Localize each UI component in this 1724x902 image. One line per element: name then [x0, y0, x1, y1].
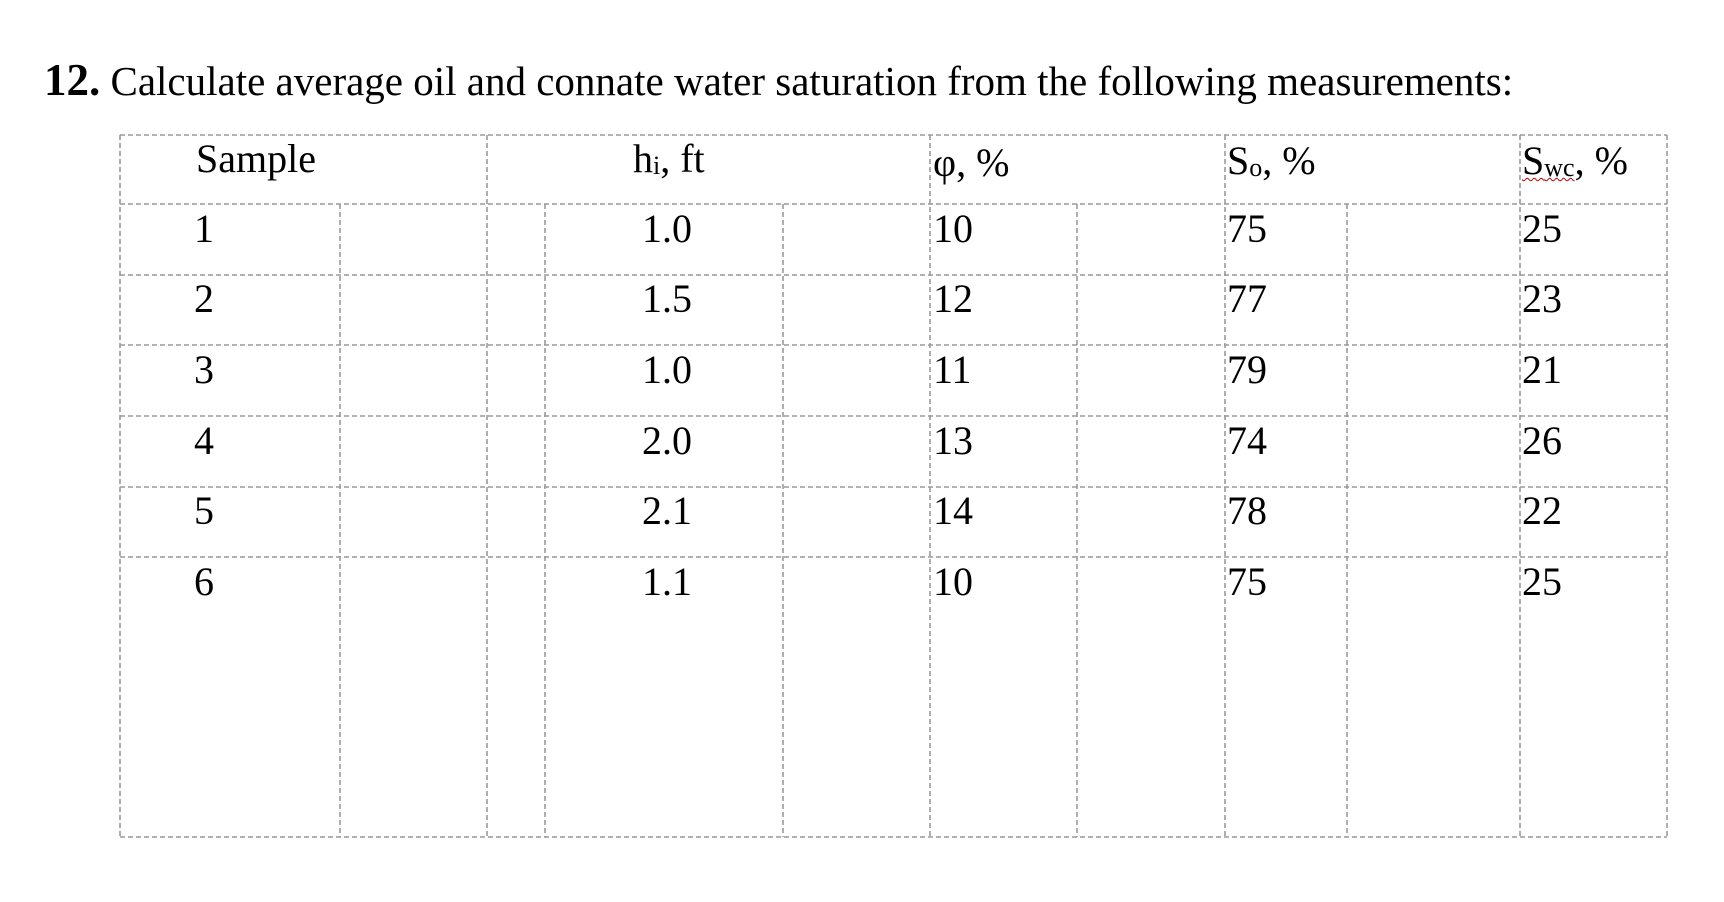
cell-sample: 1 [194, 206, 214, 251]
cell-oil-saturation: 78 [1227, 488, 1267, 533]
cell-oil-saturation: 79 [1227, 347, 1267, 392]
cell-porosity: 10 [933, 206, 973, 251]
cell-sample: 6 [194, 559, 214, 604]
cell-thickness: 2.1 [642, 488, 692, 533]
cell-water-saturation: 21 [1522, 347, 1562, 392]
header-oil-saturation: So, % [1227, 138, 1316, 183]
problem-text: Calculate average oil and connate water saturation from the following measurements: [110, 58, 1514, 104]
cell-porosity: 13 [933, 418, 973, 463]
cell-water-saturation: 22 [1522, 488, 1562, 533]
cell-thickness: 1.0 [642, 347, 692, 392]
cell-sample: 2 [194, 276, 214, 321]
cell-thickness: 1.0 [642, 206, 692, 251]
cell-porosity: 14 [933, 488, 973, 533]
cell-sample: 5 [194, 488, 214, 533]
header-thickness: hi, ft [633, 136, 705, 181]
problem-statement [44, 55, 1514, 105]
header-sample: Sample [196, 136, 316, 181]
cell-oil-saturation: 77 [1227, 276, 1267, 321]
cell-water-saturation: 25 [1522, 206, 1562, 251]
problem-number: 12. [44, 55, 101, 105]
cell-thickness: 1.5 [642, 276, 692, 321]
cell-porosity: 10 [933, 559, 973, 604]
cell-water-saturation: 23 [1522, 276, 1562, 321]
cell-oil-saturation: 74 [1227, 418, 1267, 463]
cell-water-saturation: 25 [1522, 559, 1562, 604]
cell-thickness: 1.1 [642, 559, 692, 604]
cell-porosity: 11 [933, 347, 972, 392]
header-water-saturation: Swc, % [1522, 138, 1628, 183]
cell-oil-saturation: 75 [1227, 206, 1267, 251]
cell-porosity: 12 [933, 276, 973, 321]
cell-sample: 3 [194, 347, 214, 392]
cell-thickness: 2.0 [642, 418, 692, 463]
cell-sample: 4 [194, 418, 214, 463]
header-porosity: φ, % [933, 140, 1010, 185]
cell-oil-saturation: 75 [1227, 559, 1267, 604]
cell-water-saturation: 26 [1522, 418, 1562, 463]
